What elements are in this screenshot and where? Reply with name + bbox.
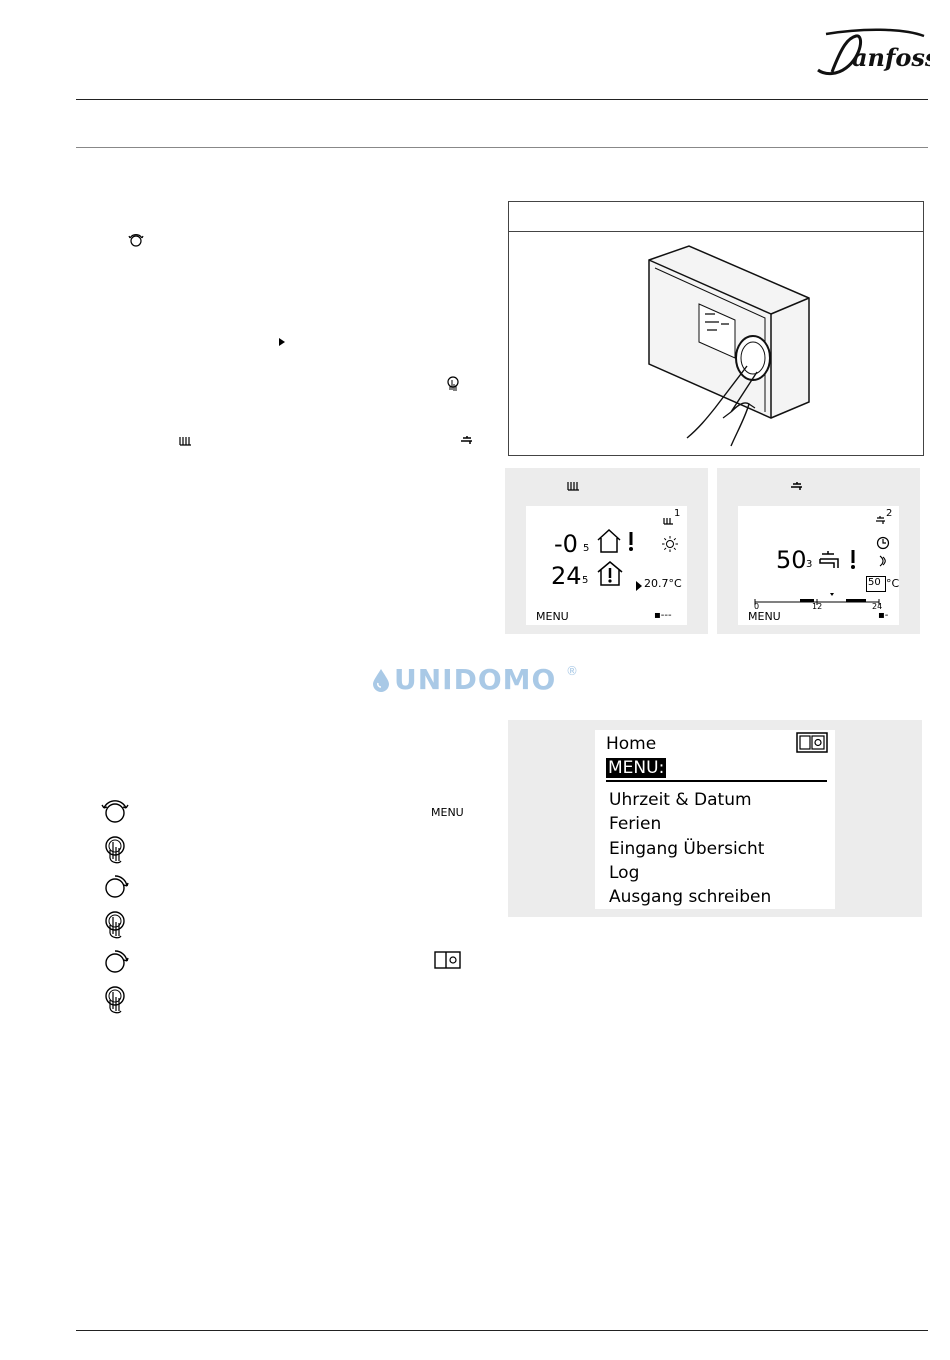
menu-item-uhrzeit[interactable]: Uhrzeit & Datum (609, 790, 752, 810)
clock-icon (876, 536, 890, 555)
radiator-icon (179, 433, 193, 443)
drop-icon (372, 668, 390, 692)
scale-mid: 12 (812, 602, 823, 611)
tap-icon (818, 550, 842, 577)
step-1-menu-label: MENU (431, 806, 464, 819)
sun-icon (662, 536, 678, 557)
flow-temp-int: 24 (551, 562, 582, 590)
menu-divider (606, 780, 827, 782)
watermark (370, 662, 590, 698)
tap-icon (460, 432, 474, 442)
push-knob-icon (101, 985, 131, 1015)
tap-icon (790, 478, 804, 488)
setpoint-temp: 20.7°C (644, 577, 682, 590)
house-warning-icon (596, 560, 624, 593)
outdoor-temp-dec: 5 (583, 543, 590, 554)
menu-screen-lcd (595, 730, 835, 909)
danfoss-logo (812, 26, 930, 80)
status-indicator: ▪--- (654, 610, 672, 621)
menu-item-ferien[interactable]: Ferien (609, 814, 662, 834)
tap-icon (875, 511, 886, 529)
comfort-mode-icon (878, 554, 888, 573)
menu-item-ausgang[interactable]: Ausgang schreiben (609, 887, 772, 907)
warning-icon (849, 548, 857, 575)
display-hotwater-panel (717, 468, 920, 634)
setpoint-box: 50 (866, 576, 886, 592)
display-heating-lcd (526, 506, 687, 625)
rotate-knob-right-icon (101, 947, 131, 977)
radiator-icon (567, 478, 581, 488)
subheader-rule (76, 147, 928, 148)
menu-screen-panel (508, 720, 922, 917)
scale-end: 24 (872, 602, 883, 611)
scale-start: 0 (754, 602, 760, 611)
menu-label: MENU (748, 610, 781, 623)
illustration-header (509, 202, 923, 232)
hotwater-temp-dec: 3 (806, 559, 813, 570)
menu-item-eingang[interactable]: Eingang Übersicht (609, 839, 765, 859)
svg-text:anfoss: anfoss (852, 43, 930, 72)
footer-rule (76, 1330, 928, 1331)
controller-symbol-icon (434, 951, 461, 969)
controller-symbol-icon (796, 732, 828, 758)
push-knob-icon (101, 910, 131, 940)
circuit-number: 2 (886, 508, 893, 519)
outdoor-temp-int: -0 (554, 530, 578, 558)
controller-illustration (508, 201, 924, 456)
push-knob-icon (101, 835, 131, 865)
status-indicator: ▪- (878, 610, 889, 621)
radiator-icon (663, 512, 674, 530)
menu-label: MENU (536, 610, 569, 623)
circuit-number: 1 (674, 508, 681, 519)
watermark-reg: ® (566, 664, 578, 678)
triangle-right-icon (278, 334, 286, 344)
rotate-knob-right-icon (101, 872, 131, 902)
flow-temp-dec: 5 (582, 575, 589, 586)
display-heating-panel (505, 468, 708, 634)
display-hotwater-lcd (738, 506, 899, 625)
hotwater-temp-int: 50 (776, 546, 807, 574)
warning-icon (627, 530, 635, 557)
menu-home-title: Home (606, 734, 657, 754)
triangle-right-icon (636, 578, 642, 596)
menu-label: MENU: (608, 758, 665, 778)
menu-item-log[interactable]: Log (609, 863, 640, 883)
header-rule (76, 99, 928, 100)
push-knob-icon (446, 376, 462, 394)
rotate-knob-icon (127, 232, 145, 248)
unit-label: °C (886, 577, 900, 590)
menu-label-highlight (606, 758, 666, 778)
rotate-knob-both-icon (100, 797, 130, 827)
house-icon (596, 528, 622, 559)
watermark-text: UNIDOMO (394, 663, 557, 696)
